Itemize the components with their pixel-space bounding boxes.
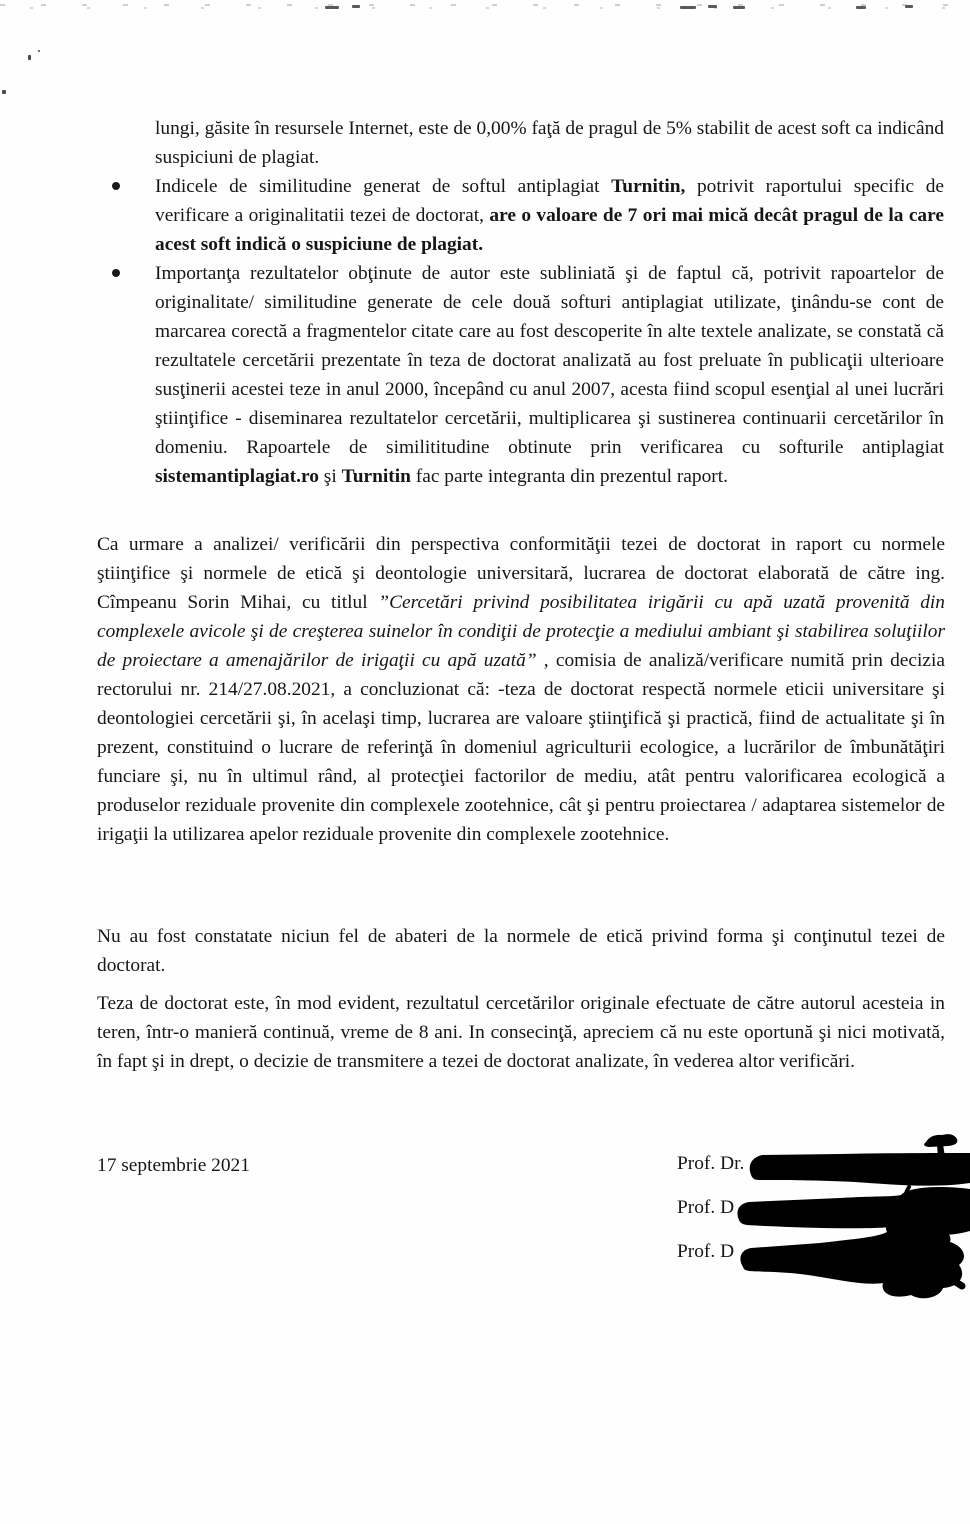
turnitin-bold: Turnitin, — [611, 176, 686, 197]
signatory-title: Prof. Dr. — [677, 1153, 745, 1174]
bullet-icon — [112, 182, 120, 190]
text-run: şi — [318, 466, 342, 487]
text-run: Ca urmare a analizei/ verificării din perspectiva conformităţii tezei de doctorat in raport cu normele ştiinţifice şi normele de etică şi deontologie universitară, lucrarea de doctorat elaborată de către ing. Cîmpeanu Sorin Mihai, cu titlul — [97, 534, 945, 613]
scan-speck — [2, 90, 6, 94]
bold-emphasis: are o valoare de 7 ori mai mică decât pragul de la care acest soft indică o suspiciune de plagiat. — [155, 205, 944, 255]
scan-dash — [680, 6, 696, 9]
paragraph-no-deviations: Nu au fost constatate niciun fel de abateri de la normele de etică privind forma şi conţinutul tezei de doctorat. — [97, 926, 945, 976]
text-run: potrivit raportului specific de verificare a originalitatii tezei de doctorat, — [155, 176, 944, 226]
redaction-bar-3 — [740, 1221, 964, 1298]
bullet-item-similarity-index — [155, 172, 944, 259]
turnitin-bold: Turnitin — [341, 466, 411, 487]
scan-dash — [856, 6, 866, 9]
scan-dash — [733, 6, 745, 9]
scan-speck — [38, 50, 40, 52]
bullet-list — [155, 114, 944, 491]
redaction-bar-1 — [750, 1153, 970, 1186]
signatory-title: Prof. D — [677, 1197, 735, 1218]
scan-dash — [325, 6, 339, 9]
redaction-bar-2 — [737, 1187, 970, 1235]
text-run: Indicele de similitudine generat de softul antiplagiat — [155, 176, 612, 197]
text-run: fac parte integranta din prezentul raport. — [410, 466, 729, 487]
scan-speck — [28, 55, 31, 60]
paragraph-committee-conclusion — [97, 530, 945, 849]
bullet-text — [155, 259, 944, 491]
signatory-title: Prof. D — [677, 1241, 735, 1262]
sistemantiplagiat-bold: sistemantiplagiat.ro — [155, 466, 319, 487]
text-run: Importanţa rezultatelor obţinute de autor este subliniată şi de faptul că, potrivit rapoartelor de originalitate/ similitudine generate de cele două softuri antiplagiat utilizate, ţinându-se cont de marcarea corectă a fragmentelor citate care au fost descoperite în alte textele analizate, se constată că rezultatele cercetării prezentate în teza de doctorat analizată au fost preluate în publicaţii ulterioare susţinerii acestei teze in anul 2000, începând cu anul 2007, acesta fiind scopul esenţial al unei lucrări ştiinţifice - diseminarea rezultatelor cercetării, multiplicarea şi sustinerea continuarii cercetărilor în domeniu. Rapoartele de similititudine obtinute prin verificarea cu softurile antiplagiat — [155, 263, 944, 458]
paragraph-continuation: lungi, găsite în resursele Internet, este de 0,00% faţă de pragul de 5% stabilit de acest soft ca indicând suspiciuni de plagiat. — [155, 118, 944, 168]
bullet-item-results-importance — [155, 259, 944, 491]
bullet-icon — [112, 269, 120, 277]
signature-redaction-marks — [640, 1125, 970, 1310]
scan-dash — [708, 5, 717, 8]
thesis-title-italic: ”Cercetări privind posibilitatea irigării cu apă uzată provenită din complexele avicole şi de creşterea suinelor în condiţii de protecţie a mediului ambiant şi stabilirea soluţiilor de proiectare a amenajărilor de irigaţii cu apă uzată” — [97, 592, 945, 671]
bullet-text — [155, 172, 944, 259]
scan-noise-strip — [0, 3, 970, 10]
document-date: 17 septembrie 2021 — [97, 1155, 250, 1176]
paragraph-original-research: Teza de doctorat este, în mod evident, rezultatul cercetărilor originale efectuate de către autorul acesteia in teren, într-o manieră continuă, vreme de 8 ani. In consecinţă, apreciem că nu este oportună şi nici motivată, în fapt şi in drept, o decizie de transmitere a tezei de doctorat analizate, în vederea altor verificări. — [97, 993, 945, 1072]
scan-dash — [905, 5, 913, 8]
scan-dash — [352, 5, 360, 8]
text-run: , comisia de analiză/verificare numită prin decizia rectorului nr. 214/27.08.2021, a concluzionat că: -teza de doctorat respectă normele eticii universitare şi deontologiei cercetării şi, în acelaşi timp, lucrarea are valoare ştiinţifică şi practică, fiind de actualitate şi în prezent, constituind o lucrare de referinţă în domeniul agriculturii ecologice, a lucrărilor de îmbunătăţiri funciare şi, nu în ultimul rând, al protecţiei factorilor de mediu, atât pentru valorificarea ecologică a produselor reziduale provenite din complexele zootehnice, cât şi pentru proiectarea / adaptarea sistemelor de irigaţii la utilizarea apelor reziduale provenite din complexele zootehnice. — [97, 650, 945, 845]
